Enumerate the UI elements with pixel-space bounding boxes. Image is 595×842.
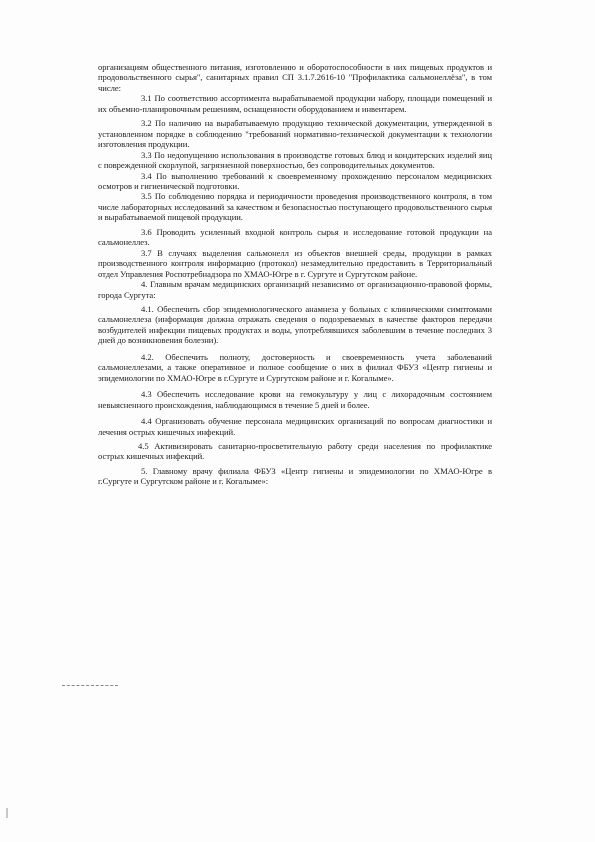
paragraph-5: 5. Главному врачу филиала ФБУЗ «Центр гигиены и эпидемиологии по ХМАО-Югре в г.Сургуте и Сургутском районе и г. Когалыме»: <box>98 465 492 487</box>
paragraph-3-7: 3.7 В случаях выделения сальмонелл из объектов внешней среды, продукции в рамках производственного контроля информацию (протокол) незамедлительно предоставить в Территориальный отдел Управления Роспотребнадзора по ХМАО-Югре в г. Сургуте и Сургутском районе. <box>98 247 492 279</box>
paragraph-3-6: 3.6 Проводить усиленный входной контроль сырья и исследование готовой продукции на сальмонеллез. <box>98 226 492 248</box>
paragraph-4-5: 4.5 Активизировать санитарно-просветительную работу среди населения по профилактике острых кишечных инфекций. <box>98 440 492 462</box>
paragraph-intro: организациям общественного питания, изготовлению и оборотоспособности в них пищевых продуктов и продовольственного сырья", санитарных правил СП 3.1.7.2616-10 "Профилактика сальмонеллёза", в том числе: <box>98 62 492 93</box>
document-body <box>98 62 492 487</box>
paragraph-3-5: 3.5 По соблюдению порядка и периодичности проведения производственного контроля, в том числе лабораторных исследований за качеством и безопасностью поступающего продовольственного сырья и вырабатываемой пищевой продукции. <box>98 191 492 223</box>
scan-edge-mark <box>6 808 8 818</box>
paragraph-4-4: 4.4 Организовать обучение персонала медицинских организаций по вопросам диагностики и лечения острых кишечных инфекций. <box>98 416 492 437</box>
paragraph-3-3: 3.3 По недопущению использования в производстве готовых блюд и кондитерских изделий яиц с поврежденной скорлупой, загрязненной поверхностью, без сопроводительных документов. <box>98 149 492 171</box>
paragraph-4-2: 4.2. Обеспечить полноту, достоверность и своевременность учета заболеваний сальмонеллезами, а также оперативное и полное сообщение о них в филиал ФБУЗ «Центр гигиены и эпидемиологии по ХМАО-Югре в г.Сургуте и Сургутском районе и г. Когалыме». <box>98 351 492 383</box>
paragraph-4: 4. Главным врачам медицинских организаций независимо от организационно-правовой формы, города Сургута: <box>98 279 492 300</box>
paragraph-3-4: 3.4 По выполнению требований к своевременному прохождению персоналом медицинских осмотров и гигиенической подготовки. <box>98 170 492 191</box>
footer-divider <box>62 685 118 686</box>
paragraph-3-2: 3.2 По наличию на вырабатываемую продукцию технической документации, утвержденной в установленном порядке в соблюдению "требований нормативно-технической документации к технологии изготовления продукции. <box>98 118 492 150</box>
paragraph-3-1: 3.1 По соответствию ассортимента вырабатываемой продукции набору, площади помещений и их объемно-планировочным решениям, оснащенности оборудованием и инвентарем. <box>98 93 492 114</box>
paragraph-4-3: 4.3 Обеспечить исследование крови на гемокультуру у лиц с лихорадочным состоянием невыясненного происхождения, наблюдающимся в течение 5 дней и более. <box>98 389 492 410</box>
paragraph-4-1: 4.1. Обеспечить сбор эпидемиологического анамнеза у больных с клиническими симптомами сальмонеллеза (информация должна отражать сведения о подозреваемых в качестве факторов передачи возбудителей инфекции пищевых продуктах и воды, употреблявшихся заболевшим в течение последних 3 дней до возникновения болезни). <box>98 303 492 346</box>
